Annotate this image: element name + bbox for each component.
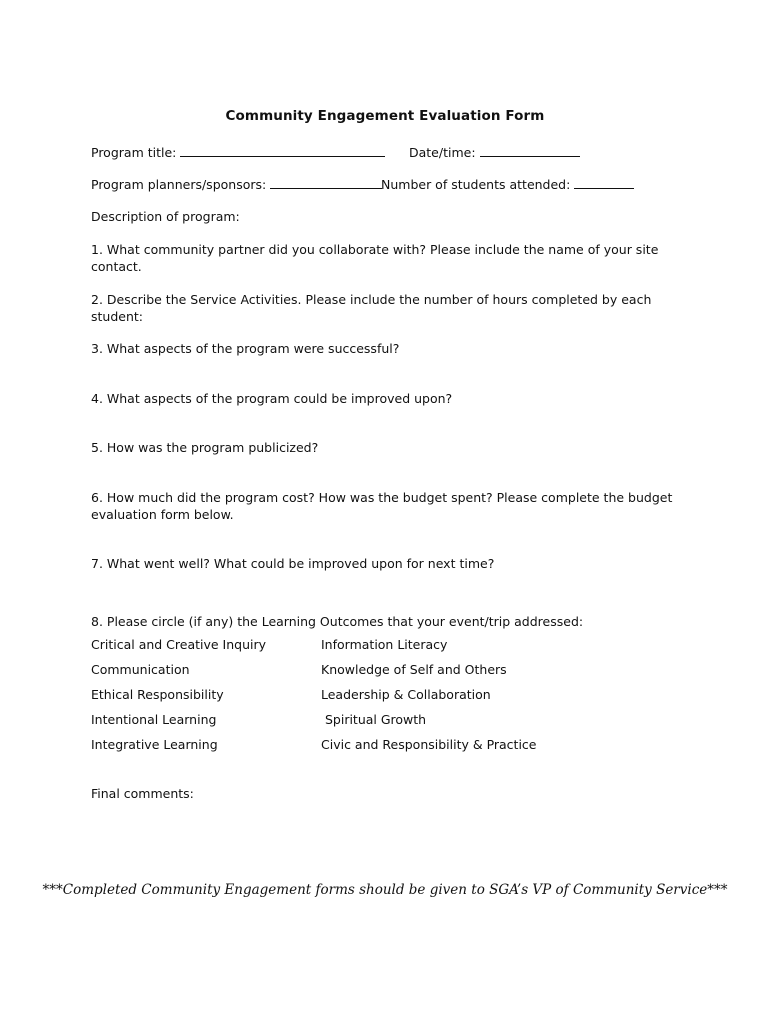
question-8: 8. Please circle (if any) the Learning Outcomes that your event/trip addressed:: [91, 614, 584, 629]
planners-label: Program planners/sponsors:: [91, 177, 267, 192]
outcome-leadership-collaboration[interactable]: Leadership & Collaboration: [321, 687, 491, 702]
outcome-intentional-learning[interactable]: Intentional Learning: [91, 712, 217, 727]
program-title-label: Program title:: [91, 145, 177, 160]
question-7: 7. What went well? What could be improved upon for next time?: [91, 556, 495, 571]
students-label: Number of students attended:: [381, 177, 571, 192]
description-label: Description of program:: [91, 209, 240, 224]
outcome-information-literacy[interactable]: Information Literacy: [321, 637, 448, 652]
question-4: 4. What aspects of the program could be improved upon?: [91, 391, 453, 406]
question-2: 2. Describe the Service Activities. Please include the number of hours completed by each student:: [91, 292, 652, 324]
outcome-knowledge-self-others[interactable]: Knowledge of Self and Others: [321, 662, 507, 677]
planners-row: [91, 176, 382, 192]
question-6: 6. How much did the program cost? How was the budget spent? Please complete the budget evaluation form below.: [91, 490, 673, 522]
students-blank[interactable]: [574, 176, 634, 189]
planners-blank[interactable]: [270, 176, 382, 189]
form-title: Community Engagement Evaluation Form: [225, 108, 545, 124]
outcome-spiritual-growth[interactable]: Spiritual Growth: [321, 712, 427, 727]
date-time-blank[interactable]: [480, 144, 580, 157]
outcome-ethical-responsibility[interactable]: Ethical Responsibility: [91, 687, 224, 702]
outcome-integrative-learning[interactable]: Integrative Learning: [91, 737, 218, 752]
question-3: 3. What aspects of the program were successful?: [91, 341, 400, 356]
final-comments-label: Final comments:: [91, 786, 194, 801]
date-time-label: Date/time:: [409, 145, 476, 160]
question-5: 5. How was the program publicized?: [91, 440, 319, 455]
students-row: [381, 176, 634, 192]
outcome-critical-creative-inquiry[interactable]: Critical and Creative Inquiry: [91, 637, 267, 652]
date-time-row: [409, 144, 580, 160]
outcome-civic-responsibility-practice[interactable]: Civic and Responsibility & Practice: [321, 737, 537, 752]
outcome-communication[interactable]: Communication: [91, 662, 190, 677]
footer-note: ***Completed Community Engagement forms should be given to SGA’s VP of Community Service***: [42, 882, 728, 898]
program-title-blank[interactable]: [180, 144, 385, 157]
question-1: 1. What community partner did you collaborate with? Please include the name of your site contact.: [91, 242, 659, 274]
program-title-row: [91, 144, 385, 160]
